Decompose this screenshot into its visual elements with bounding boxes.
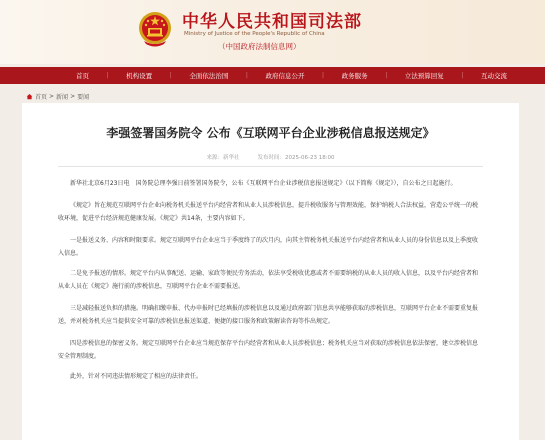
home-icon — [26, 93, 33, 100]
article-panel — [22, 103, 519, 440]
breadcrumb-headlines[interactable]: 要闻 — [77, 94, 90, 101]
article-paragraph: 三是减轻报送负担的措施。明确扣缴申报、代办申报时已经填报的涉税信息以及通过政府部门信息共享能够获取的涉税信息，互联网平台企业不需要重复报送，并对税务机关应当提供安全可靠的涉税信息报送渠道、便捷的接口服务和政策解读咨询等作出规定。 — [58, 304, 479, 325]
divider — [58, 166, 483, 167]
site-title-english: Ministry of Justice of the People's Republic of China — [184, 31, 325, 37]
nav-separator: | — [106, 72, 109, 79]
breadcrumb — [26, 92, 89, 101]
nav-item-organization[interactable]: 机构设置 — [126, 72, 153, 80]
breadcrumb-separator: > — [70, 93, 76, 100]
article-paragraph: 一是报送义务、内容和时限要求。规定互联网平台企业应当于季度终了的次月内，向其主管税务机关报送平台内经营者和从业人员的身份信息以及上季度收入信息。 — [58, 236, 479, 257]
breadcrumb-home[interactable]: 首页 — [35, 94, 48, 101]
nav-separator: | — [169, 72, 172, 79]
article-paragraph: 新华社北京6月23日电 国务院总理李强日前签署国务院令，公布《互联网平台企业涉税信息报送规定》（以下简称《规定》），自公布之日起施行。 — [70, 180, 457, 187]
national-emblem-icon — [138, 11, 172, 47]
nav-separator: | — [385, 72, 388, 79]
nav-item-info-disclosure[interactable]: 政府信息公开 — [265, 72, 305, 80]
nav-separator: | — [322, 72, 325, 79]
site-header — [0, 0, 545, 64]
article-meta — [22, 153, 519, 161]
article-title: 李强签署国务院令 公布《互联网平台企业涉税信息报送规定》 — [106, 126, 435, 140]
article-paragraph: 此外，针对不同违法情形规定了相应的法律责任。 — [70, 372, 203, 380]
article-body — [58, 177, 483, 391]
nav-item-home[interactable]: 首页 — [76, 72, 89, 80]
nav-item-interaction[interactable]: 互动交流 — [480, 72, 507, 80]
source-value: 新华社 — [222, 155, 240, 161]
article-paragraph: 四是涉税信息的保密义务。规定互联网平台企业应当规范保存平台内经营者和从业人员涉税信息；税务机关应当对获取的涉税信息依法保密，建立涉税信息安全管理制度。 — [58, 339, 479, 360]
breadcrumb-separator: > — [49, 93, 55, 100]
site-title: 中华人民共和国司法部 — [182, 12, 362, 32]
time-label: 发布时间： — [257, 155, 285, 161]
article-paragraph: 《规定》旨在规范互联网平台企业向税务机关报送平台内经营者和从业人员涉税信息，提升税收服务与管理效能，保护纳税人合法权益，营造公平统一的税收环境，促进平台经济规范健康发展。《规定》共14条，主要内容如下。 — [58, 201, 479, 222]
nav-separator: | — [461, 72, 464, 79]
nav-separator: | — [245, 72, 248, 79]
source-label: 来源： — [206, 155, 223, 161]
main-nav — [0, 67, 545, 84]
nav-item-rule-of-law[interactable]: 全面依法治国 — [189, 72, 229, 80]
time-value: 2025-06-23 18:00 — [284, 155, 335, 161]
site-subtitle: （中国政府法制信息网） — [218, 42, 301, 51]
nav-item-services[interactable]: 政务服务 — [341, 72, 368, 80]
nav-item-legislation[interactable]: 立法预算回复 — [404, 72, 444, 80]
breadcrumb-news[interactable]: 新闻 — [56, 94, 69, 101]
article-paragraph: 二是免予报送的情形。规定平台内从事配送、运输、家政等便民劳务活动，依法享受税收优惠或者不需要纳税的从业人员的收入信息，以及平台内经营者和从业人员在《规定》施行前的涉税信息，互联网平台企业不需要报送。 — [58, 269, 479, 290]
